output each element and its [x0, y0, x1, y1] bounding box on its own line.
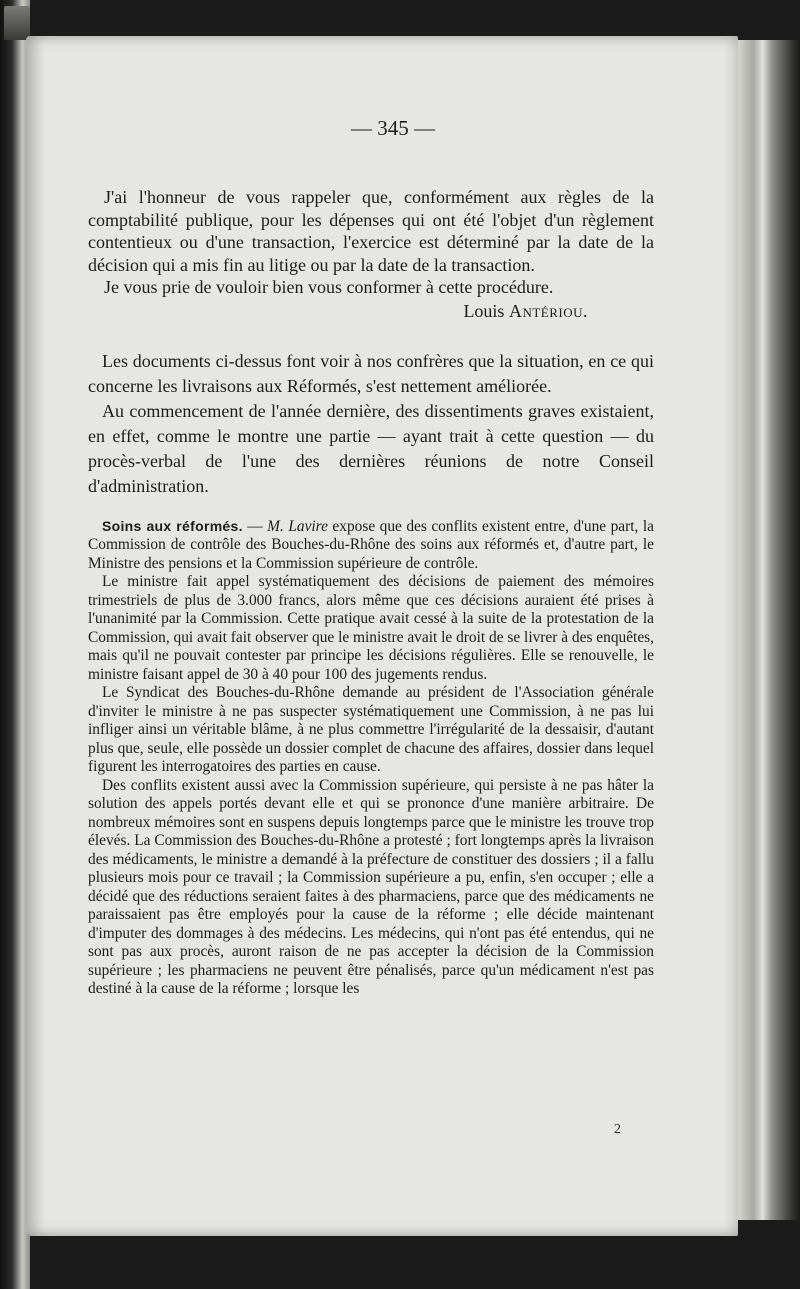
letter-signature — [88, 299, 654, 323]
minutes-paragraph-1 — [88, 517, 654, 574]
commentary-paragraph-2: Au commencement de l'année dernière, des dissentiments graves existaient, en effet, comme le montre une partie — ayant trait à cette question — du procès-verbal de l'une des dernières réunions de notre Conseil d'administration. — [88, 400, 654, 496]
letter-paragraph-2: Je vous prie de vouloir bien vous conformer à cette procédure. — [104, 277, 554, 298]
commentary-section — [88, 349, 654, 499]
minutes-paragraph-1-text: expose que des conflits existent entre, d'une part, la Commission de contrôle des Bouches-du-Rhône des soins aux réformés et, d'autre part, le Ministre des pensions et la Commission supérieure de contrôle. — [88, 517, 654, 572]
minutes-paragraph-4: Des conflits existent aussi avec la Commission supérieure, qui persiste à ne pas hâter la solution des appels portés devant elle et qui se prononce d'une manière arbitraire. De nombreux mémoires sont en suspens depuis longtemps parce que le ministre les trouve trop élevés. La Commission des Bouches-du-Rhône a protesté ; fort longtemps après la livraison des médicaments, le ministre a demandé à la préfecture de constituer des dossiers ; il a fallu plusieurs mois pour ce travail ; la Commission supérieure a pu, enfin, s'en occuper ; elle a décidé que des réductions seraient faites à des pharmaciens, parce que des médicaments ne paraissaient pas être employés pour la cause de la réforme ; elle décide maintenant d'imputer des dommages à des médecins. Les médecins, qui n'ont pas été entendus, qui ne sont pas aux procès, auront raison de ne pas accepter la décision de la Commission supérieure ; les pharmaciens ne peuvent être pénalisés, parce qu'un médicament n'est pas destiné à la cause de la réforme ; lorsque les — [88, 776, 654, 998]
letter-section — [88, 186, 654, 299]
page-number: — 345 — — [351, 116, 435, 140]
printer-signature-mark: 2 — [614, 1122, 621, 1137]
minutes-dash: — — [242, 517, 268, 535]
minutes-heading: Soins aux réformés. — [102, 517, 243, 534]
minutes-section — [88, 517, 654, 999]
minutes-speaker: M. Lavire — [267, 517, 328, 535]
minutes-paragraph-2: Le ministre fait appel systématiquement des décisions de paiement des mémoires trimestriels de plus de 3.000 francs, alors même que ces décisions auraient été prises à l'unanimité par la Commission. Cette pratique avait cessé à la suite de la protestation de la Commission, qui avait fait observer que le ministre avait le droit de se livrer à des enquêtes, mais qu'il ne pouvait contester par principe les décisions régulières. Elle se renouvelle, le ministre faisant appel de 30 à 40 pour 100 des jugements rendus. — [88, 573, 654, 683]
letter-paragraph-1: J'ai l'honneur de vous rappeler que, conformément aux règles de la comptabilité publique, pour les dépenses qui ont été l'objet d'un règlement contentieux ou d'une transaction, l'exercice est déterminé par la date de la décision qui a mis fin au litige ou par la date de la transaction. — [88, 187, 654, 275]
page-stack-edge — [738, 40, 800, 1220]
page-content — [88, 186, 654, 999]
commentary-paragraph-1: Les documents ci-dessus font voir à nos confrères que la situation, en ce qui concerne les livraisons aux Réformés, s'est nettement améliorée. — [88, 350, 654, 396]
signature-last-name: Antériou. — [508, 300, 588, 321]
binding-mark — [4, 6, 30, 40]
signature-first-name: Louis — [463, 300, 505, 321]
book-page — [26, 36, 738, 1236]
minutes-paragraph-3: Le Syndicat des Bouches-du-Rhône demande au président de l'Association générale d'inviter le ministre à ne pas suspecter systématiquement une Commission, à ne pas lui infliger ainsi un véritable blâme, à ne plus commettre l'irrégularité de la dessaisir, d'autant plus que, seule, elle possède un dossier complet de chacune des affaires, dossier dans lequel figurent les interrogatoires des parties en cause. — [88, 684, 654, 776]
